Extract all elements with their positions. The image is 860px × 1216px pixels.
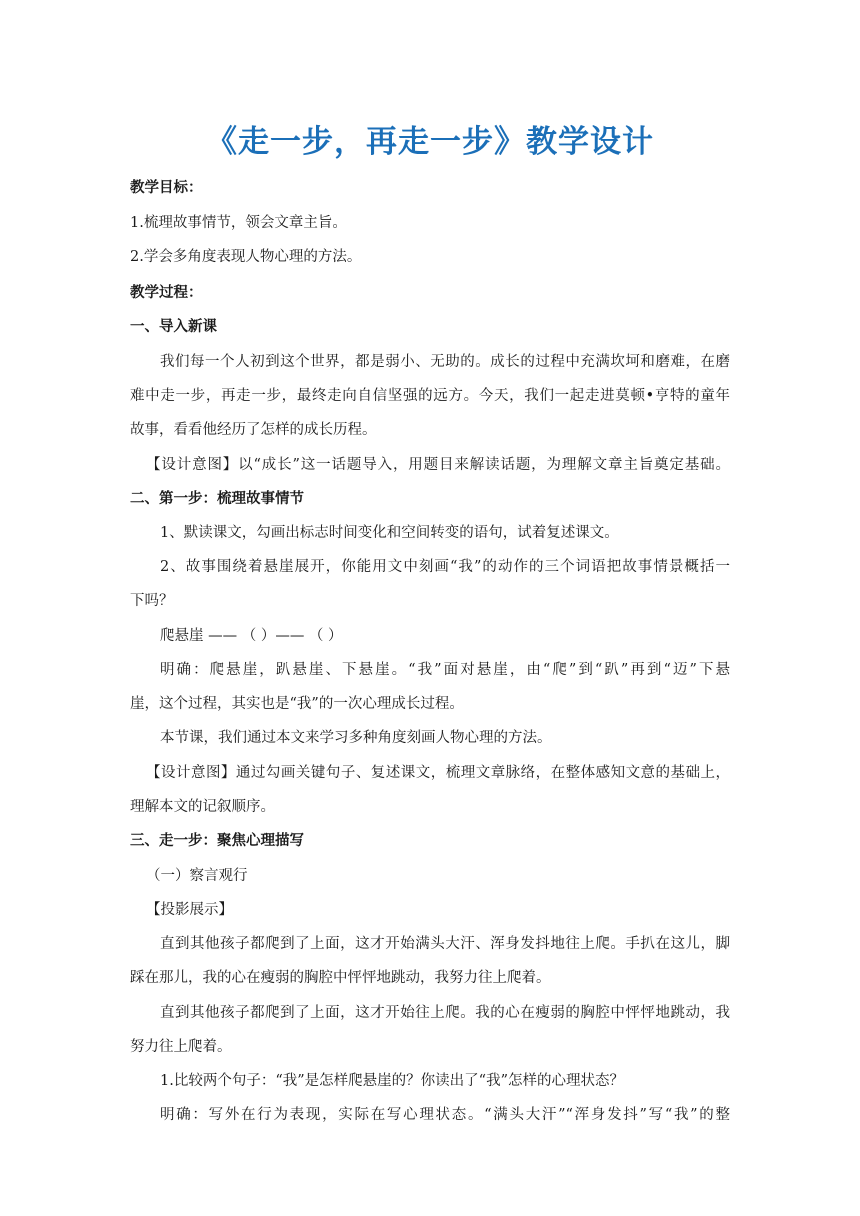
quoted-passage: 直到其他孩子都爬到了上面，这才开始往上爬。我的心在瘦弱的胸腔中怦怦地跳动，我 (160, 1005, 730, 1021)
task-item-1: 1、默读课文，勾画出标志时间变化和空间转变的语句，试着复述课文。 (160, 525, 619, 541)
quoted-passage-cont: 踩在那儿，我的心在瘦弱的胸腔中怦怦地跳动，我努力往上爬着。 (130, 970, 551, 986)
paragraph-line: 难中走一步，再走一步，最终走向自信坚强的远方。今天，我们一起走进莫顿•亨特的童年 (130, 388, 730, 404)
design-intent-note-cont: 理解本文的记叙顺序。 (130, 799, 275, 815)
paragraph-line: 故事，看看他经历了怎样的成长历程。 (130, 422, 377, 438)
answer-line: 崖，这个过程，其实也是“我”的一次心理成长过程。 (130, 696, 464, 712)
heading-teaching-process: 教学过程： (130, 284, 203, 301)
section-heading-3: 三、走一步：聚焦心理描写 (130, 832, 304, 849)
question-item: 1.比较两个句子：“我”是怎样爬悬崖的？你读出了“我”怎样的心理状态？ (160, 1073, 624, 1089)
section-heading-2: 二、第一步：梳理故事情节 (130, 490, 304, 507)
document-title: 《走一步，再走一步》教学设计 (206, 124, 654, 160)
paragraph-line: 本节课，我们通过本文来学习多种角度刻画人物心理的方法。 (160, 730, 552, 746)
answer-line: 明确：爬悬崖，趴悬崖、下悬崖。“我”面对悬崖，由“爬”到“趴”再到“迈”下悬 (160, 662, 730, 678)
fill-in-blank: 爬悬崖 —— （ ）—— （ ） (160, 628, 343, 644)
task-item-2: 2、故事围绕着悬崖展开，你能用文中刻画“我”的动作的三个词语把故事情景概括一 (160, 559, 730, 575)
heading-teaching-goals: 教学目标： (130, 179, 203, 196)
quoted-passage-cont: 努力往上爬着。 (130, 1039, 232, 1055)
paragraph-line: 我们每一个人初到这个世界，都是弱小、无助的。成长的过程中充满坎坷和磨难，在磨 (160, 354, 730, 370)
task-item-2-cont: 下吗？ (130, 593, 174, 609)
projection-label: 【投影展示】 (146, 902, 233, 918)
quoted-passage: 直到其他孩子都爬到了上面，这才开始满头大汗、浑身发抖地往上爬。手扒在这儿，脚 (160, 936, 730, 952)
section-heading-1: 一、导入新课 (130, 318, 217, 335)
goal-item-1: 1.梳理故事情节，领会文章主旨。 (130, 215, 347, 231)
design-intent-note: 【设计意图】以“成长”这一话题导入，用题目来解读话题，为理解文章主旨奠定基础。 (146, 457, 730, 473)
subsection-heading: （一）察言观行 (146, 868, 248, 884)
design-intent-note: 【设计意图】通过勾画关键句子、复述课文，梳理文章脉络，在整体感知文意的基础上， (146, 765, 730, 781)
answer-line: 明确：写外在行为表现，实际在写心理状态。“满头大汗”“浑身发抖”写“我”的整 (160, 1107, 730, 1123)
goal-item-2: 2.学会多角度表现人物心理的方法。 (130, 249, 362, 265)
